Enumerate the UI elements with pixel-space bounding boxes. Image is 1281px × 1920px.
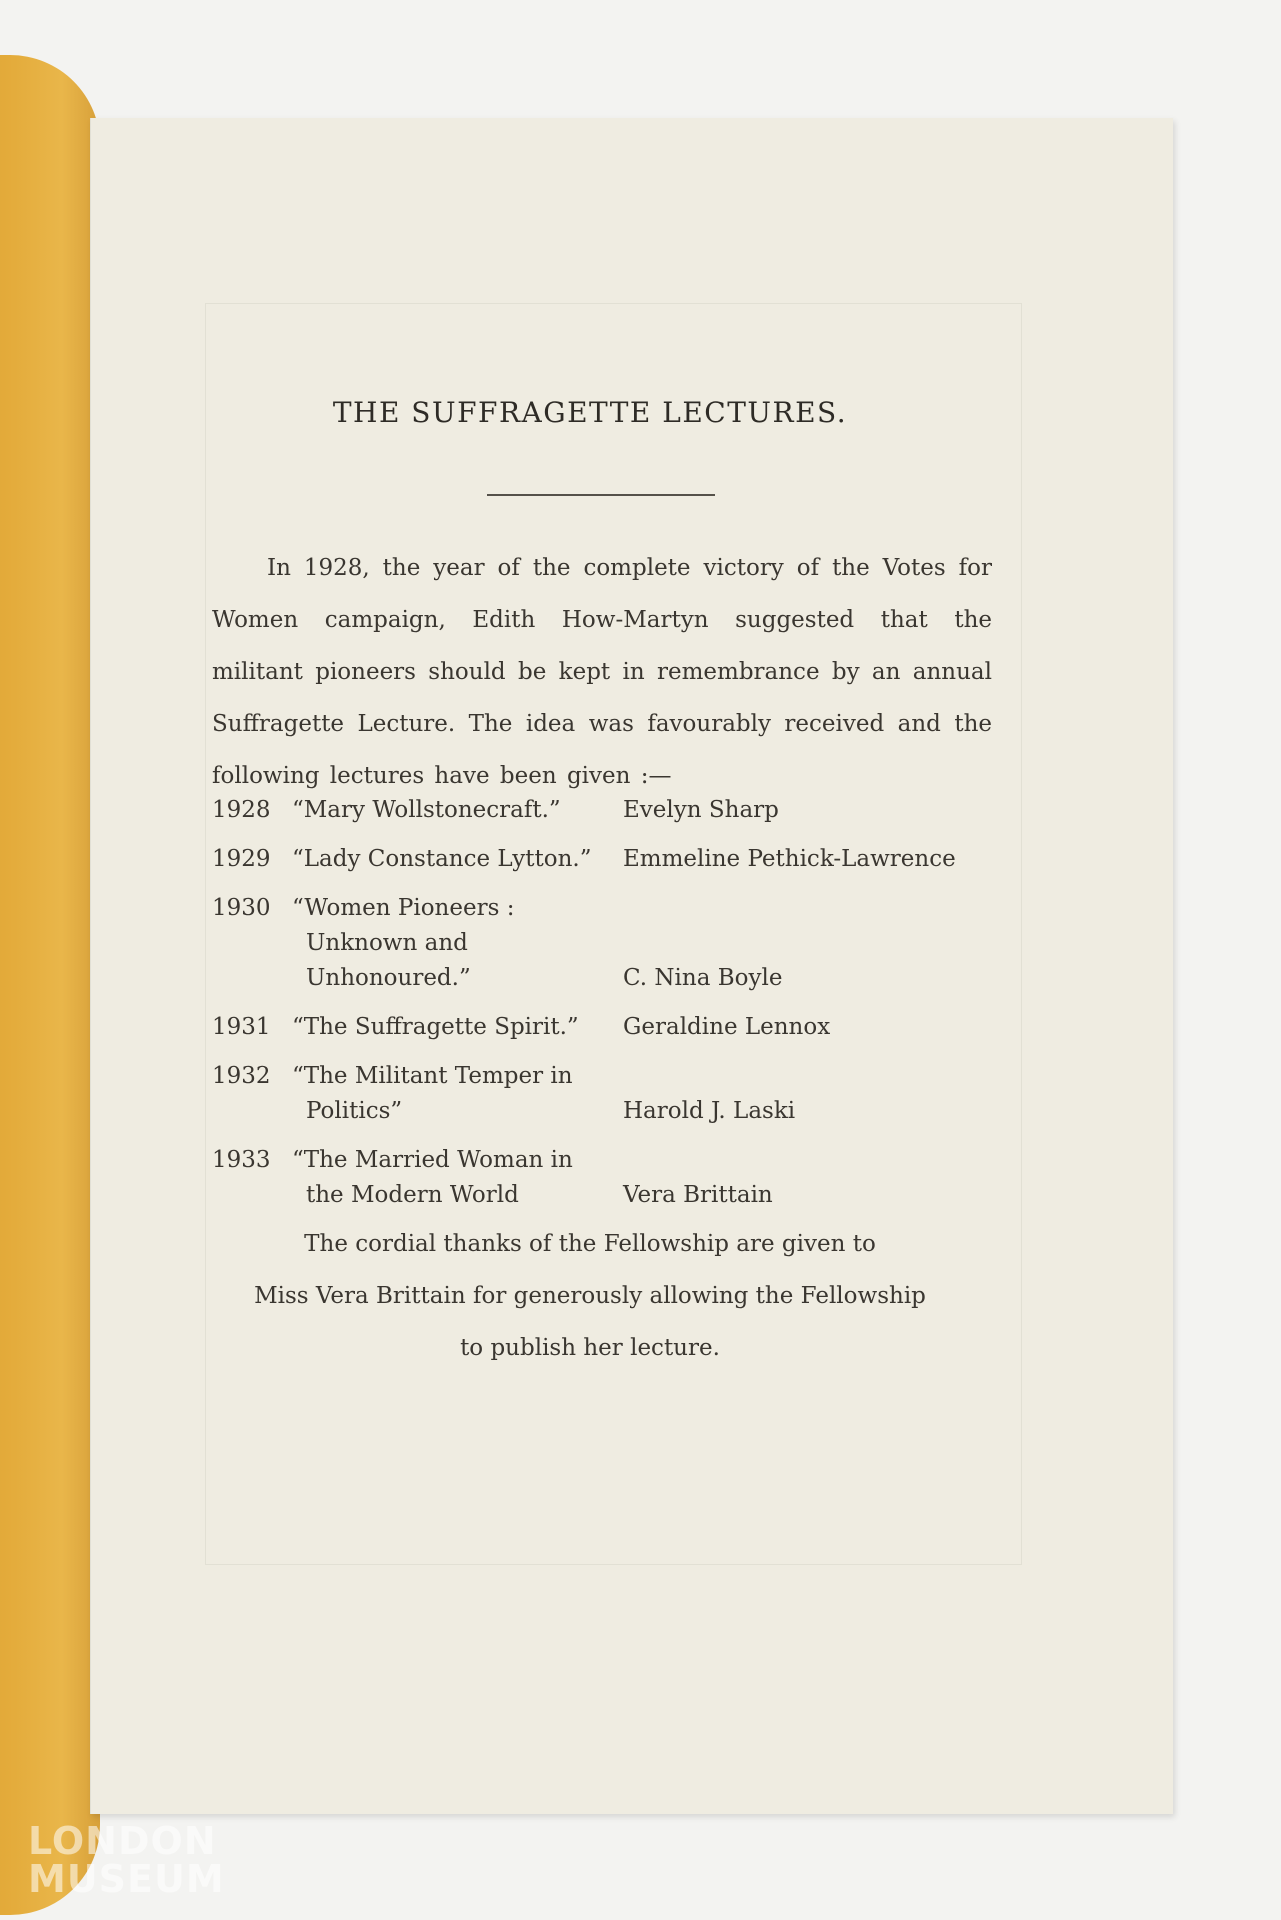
watermark-line: MUSEUM [28,1857,225,1901]
lecture-year: 1933 [212,1147,271,1173]
booklet-cover-edge [0,55,100,1915]
lecture-title: “Lady Constance Lytton.” [292,846,592,872]
intro-paragraph: In 1928, the year of the complete victory of the Votes for Women campaign, Edith How-Martyn suggested that the militant pioneers should be kept in remembrance by an annual Suffragette Lecture. The idea was favourably received and the following lectures have been given :— [212,555,992,789]
booklet-page [90,118,1173,1814]
lecture-row [212,793,1032,828]
lecture-year: 1929 [212,846,271,872]
lecturer-name: Vera Brittain [623,1182,773,1208]
page-title: THE SUFFRAGETTE LECTURES. [332,396,848,429]
lecture-year: 1932 [212,1063,271,1089]
lecture-row [212,1143,1032,1213]
lecture-row [212,891,1032,996]
watermark-line: LONDON [28,1819,217,1863]
lecturer-name: Geraldine Lennox [623,1014,831,1040]
lecture-title: “Mary Wollstonecraft.” [292,797,561,823]
title-rule [487,494,715,496]
museum-watermark [28,1819,225,1901]
thanks-paragraph [90,1218,1090,1374]
lecture-year: 1930 [212,895,271,921]
thanks-line: to publish her lecture. [460,1335,720,1361]
lecturer-name: Evelyn Sharp [623,797,779,823]
lecturer-name: C. Nina Boyle [623,965,783,991]
lecture-title: “The Militant Temper in Politics” [292,1063,573,1124]
lecturer-name: Emmeline Pethick-Lawrence [623,846,956,872]
lecture-list [212,793,1032,1227]
lecture-year: 1928 [212,797,271,823]
lecture-title: “The Married Woman in the Modern World [292,1147,573,1208]
thanks-line: The cordial thanks of the Fellowship are given to [304,1231,876,1257]
lecture-title: “The Suffragette Spirit.” [292,1014,579,1040]
lecture-year: 1931 [212,1014,271,1040]
lecture-row [212,842,1032,877]
lecture-title: “Women Pioneers : Unknown and Unhonoured.” [292,895,515,991]
lecture-row [212,1010,1032,1045]
lecturer-name: Harold J. Laski [623,1098,796,1124]
lecture-row [212,1059,1032,1129]
thanks-line: Miss Vera Brittain for generously allowing the Fellowship [254,1283,926,1309]
